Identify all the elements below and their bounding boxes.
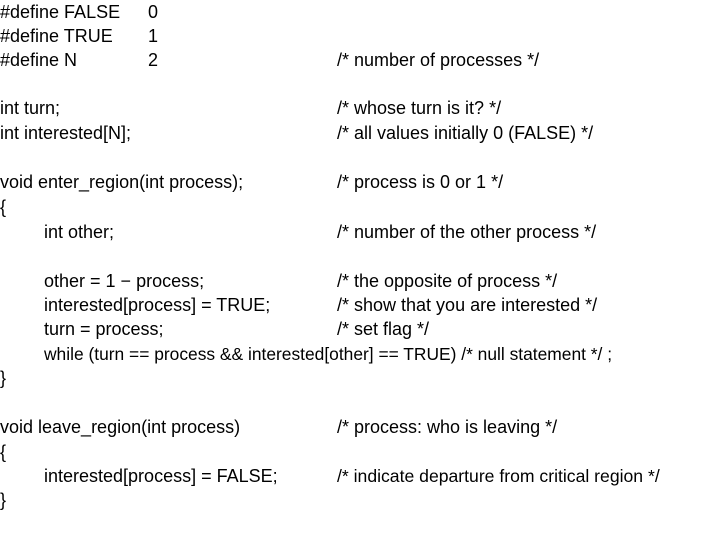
- code-text: int other;: [44, 222, 115, 242]
- code-line: [0, 220, 722, 244]
- code-text: interested[process] = FALSE;: [44, 466, 278, 486]
- code-line: [0, 121, 722, 145]
- code-text: turn = process;: [44, 319, 164, 339]
- code-line: [0, 170, 722, 194]
- code-text: while (turn == process && interested[other] == TRUE) /* null statement */ ;: [44, 344, 613, 364]
- code-line: [0, 440, 722, 464]
- code-comment: /* number of the other process */: [337, 222, 597, 242]
- code-text: #define FALSE: [0, 2, 121, 22]
- code-comment: /* the opposite of process */: [337, 271, 558, 291]
- code-comment: /* number of processes */: [337, 50, 540, 70]
- code-line: [0, 488, 722, 512]
- code-text: interested[process] = TRUE;: [44, 295, 271, 315]
- code-line: [0, 366, 722, 390]
- code-line: [0, 317, 722, 341]
- define-value: 0: [148, 2, 159, 22]
- code-text: }: [0, 490, 7, 510]
- code-comment: /* process: who is leaving */: [337, 417, 558, 437]
- code-line: [0, 415, 722, 439]
- code-comment: /* set flag */: [337, 319, 430, 339]
- code-line: [0, 0, 722, 24]
- code-text: {: [0, 442, 7, 462]
- code-text: }: [0, 368, 7, 388]
- code-text: {: [0, 197, 7, 217]
- code-line: [0, 24, 722, 48]
- code-text: int turn;: [0, 98, 61, 118]
- code-line: [0, 342, 722, 366]
- code-text: void enter_region(int process);: [0, 172, 244, 192]
- code-text: #define TRUE: [0, 26, 113, 46]
- code-comment: /* all values initially 0 (FALSE) */: [337, 123, 594, 143]
- code-line: [0, 96, 722, 120]
- code-text: int interested[N];: [0, 123, 132, 143]
- code-line: [0, 48, 722, 72]
- code-line: [0, 464, 722, 488]
- code-comment: /* show that you are interested */: [337, 295, 598, 315]
- code-text: #define N: [0, 50, 78, 70]
- code-line: [0, 293, 722, 317]
- code-text: other = 1 − process;: [44, 271, 205, 291]
- code-text: void leave_region(int process): [0, 417, 241, 437]
- code-comment: /* indicate departure from critical region */: [337, 466, 660, 486]
- code-comment: /* whose turn is it? */: [337, 98, 502, 118]
- define-value: 2: [148, 50, 159, 70]
- code-comment: /* process is 0 or 1 */: [337, 172, 504, 192]
- code-line: [0, 269, 722, 293]
- define-value: 1: [148, 26, 159, 46]
- code-line: [0, 195, 722, 219]
